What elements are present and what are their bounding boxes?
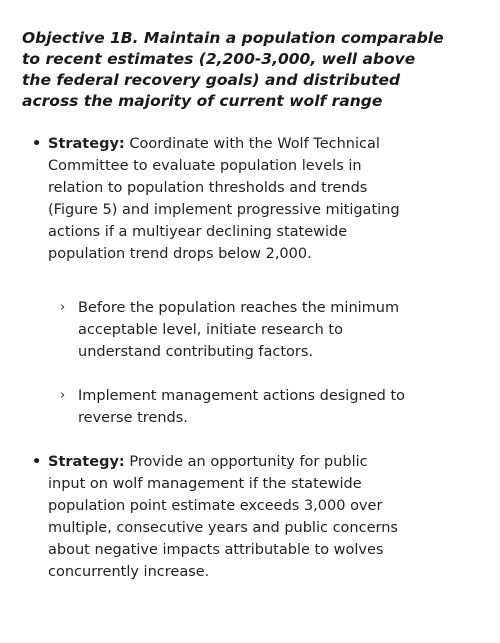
objective-heading-line: Objective 1B. Maintain a population comparable [22, 29, 444, 47]
sub-item-text-line: Before the population reaches the minimum [78, 300, 400, 316]
strategy-item-1 [32, 133, 472, 265]
sub-item-text-line: reverse trends. [78, 410, 188, 426]
strategy-text: Coordinate with the Wolf Technical [124, 136, 380, 152]
strategy-first-line [32, 133, 472, 155]
strategy-label: Strategy: [48, 136, 125, 152]
strategy-text-line: (Figure 5) and implement progressive mitigating [48, 202, 400, 218]
strategy-text-line: concurrently increase. [48, 564, 210, 580]
sub-item-text-line: Implement management actions designed to [78, 388, 406, 404]
chevron-right-icon: › [60, 300, 66, 315]
sub-item-2 [60, 385, 470, 429]
strategy-text-line: Committee to evaluate population levels in [48, 158, 362, 174]
sub-item-text-line: understand contributing factors. [78, 344, 314, 360]
strategy-text-line: about negative impacts attributable to wolves [48, 542, 384, 558]
strategy-text-line: input on wolf management if the statewide [48, 476, 362, 492]
strategy-text: Provide an opportunity for public [124, 454, 368, 470]
chevron-right-icon: › [60, 388, 66, 403]
bullet-icon: • [32, 136, 42, 152]
sub-item-text-line: acceptable level, initiate research to [78, 322, 343, 338]
objective-heading-line: across the majority of current wolf range [22, 92, 383, 110]
strategy-text-line: relation to population thresholds and trends [48, 180, 368, 196]
strategy-text-line: multiple, consecutive years and public concerns [48, 520, 398, 536]
objective-heading-line: to recent estimates (2,200-3,000, well above [22, 50, 416, 68]
strategy-text-line: population point estimate exceeds 3,000 over [48, 498, 383, 514]
strategy-item-2 [32, 451, 472, 583]
strategy-label: Strategy: [48, 454, 125, 470]
objective-heading [22, 28, 482, 112]
objective-heading-line: the federal recovery goals) and distributed [22, 71, 401, 89]
strategy-first-line [32, 451, 472, 473]
strategy-text-line: population trend drops below 2,000. [48, 246, 312, 262]
strategy-text-line: actions if a multiyear declining statewide [48, 224, 348, 240]
sub-item-1 [60, 297, 470, 363]
bullet-icon: • [32, 454, 42, 470]
